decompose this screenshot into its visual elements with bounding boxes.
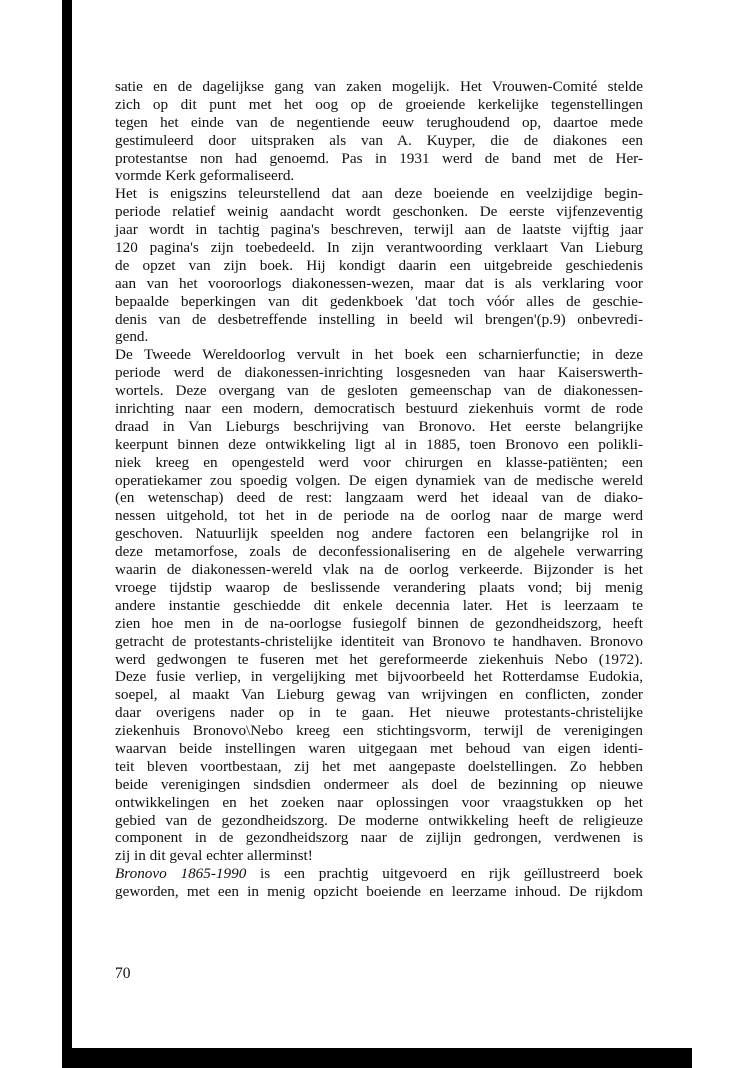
text-line: teit bleven voortbestaan, zij het met aangepaste doelstellingen. Zo hebben	[115, 757, 643, 775]
text-line: beide verenigingen sindsdien ondermeer als doel de bezinning op nieuwe	[115, 775, 643, 793]
text-line: nessen uitgehold, tot het in de periode na de oorlog naar de marge werd	[115, 507, 643, 525]
text-line: ontwikkelingen en het zoeken naar oplossingen voor vraagstukken op het	[115, 793, 643, 811]
scan-border-bottom	[62, 1048, 692, 1068]
text-line: werd gedwongen te fuseren met het gereformeerde ziekenhuis Nebo (1972).	[115, 650, 643, 668]
text-line: getracht de protestants-christelijke identiteit van Bronovo te handhaven. Bronovo	[115, 632, 643, 650]
scan-border-left	[62, 0, 72, 1068]
text-line: geworden, met een in menig opzicht boeiende en leerzame inhoud. De rijkdom	[115, 883, 643, 901]
text-line: zij in dit geval echter allerminst!	[115, 847, 313, 865]
text-line-rest: is een prachtig uitgevoerd en rijk geïllustreerd boek	[246, 865, 643, 883]
text-line: denis van de desbetreffende instelling in beeld wil brengen'(p.9) onbevredi-	[115, 310, 643, 328]
text-line: gebied van de gezondheidszorg. De moderne ontwikkeling heeft de religieuze	[115, 811, 643, 829]
text-line: Deze fusie verliep, in vergelijking met bijvoorbeeld het Rotterdamse Eudokia,	[115, 668, 643, 686]
text-line: protestantse non had genoemd. Pas in 1931 werd de band met de Her-	[115, 149, 643, 167]
text-line: keerpunt binnen deze ontwikkeling ligt al in 1885, toen Bronovo een polikli-	[115, 435, 643, 453]
text-line: draad in Van Lieburgs beschrijving van Bronovo. Het eerste belangrijke	[115, 417, 643, 435]
text-line: waarvan beide instellingen waren uitgegaan met behoud van eigen identi-	[115, 739, 643, 757]
text-line: 120 pagina's zijn toebedeeld. In zijn verantwoording verklaart Van Lieburg	[115, 239, 643, 257]
text-line: vormde Kerk geformaliseerd.	[115, 167, 295, 185]
text-line: bepaalde beperkingen van dit gedenkboek 'dat toch vóór alles de geschie-	[115, 292, 643, 310]
text-line: vroege tijdstip waarop de beslissende verandering plaats vond; bij menig	[115, 578, 643, 596]
text-line: aan van het vooroorlogs diakonessen-wezen, maar dat is als verklaring voor	[115, 274, 643, 292]
text-line: soepel, al maakt Van Lieburg gewag van wrijvingen en conflicten, zonder	[115, 686, 643, 704]
text-line: jaar wordt in tachtig pagina's beschreven, terwijl aan de laatste vijftig jaar	[115, 221, 643, 239]
text-line: tegen het einde van de negentiende eeuw terughoudend op, daartoe mede	[115, 113, 643, 131]
text-line	[115, 865, 643, 883]
page-body-text	[115, 78, 643, 901]
text-line: (en wetenschap) deed de rest: langzaam werd het ideaal van de diako-	[115, 489, 643, 507]
text-line: wortels. Deze overgang van de gesloten gemeenschap van de diakonessen-	[115, 382, 643, 400]
text-line: ziekenhuis Bronovo\Nebo kreeg een stichtingsvorm, terwijl de verenigingen	[115, 722, 643, 740]
text-line: zien hoe men in de na-oorlogse fusiegolf binnen de gezondheidszorg, heeft	[115, 614, 643, 632]
text-line: periode werd de diakonessen-inrichting losgesneden van haar Kaiserswerth-	[115, 364, 643, 382]
text-line: operatiekamer zou spoedig volgen. De eigen dynamiek van de medische wereld	[115, 471, 643, 489]
text-line: gestimuleerd door uitspraken als van A. Kuyper, die de diakones een	[115, 131, 643, 149]
text-line: deze metamorfose, zoals de deconfessionalisering en de algehele verwarring	[115, 543, 643, 561]
text-line: geschoven. Natuurlijk speelden nog andere factoren een belangrijke rol in	[115, 525, 643, 543]
text-line: periode relatief weinig aandacht wordt geschonken. De eerste vijfenzeventig	[115, 203, 643, 221]
text-line: inrichting naar een modern, democratisch bestuurd ziekenhuis vormt de rode	[115, 400, 643, 418]
text-line: component in de gezondheidszorg naar de zijlijn gedrongen, verdwenen is	[115, 829, 643, 847]
text-line: gend.	[115, 328, 149, 346]
page-number: 70	[115, 965, 131, 982]
text-line: zich op dit punt met het oog op de groeiende kerkelijke tegenstellingen	[115, 95, 643, 113]
text-line: de opzet van zijn boek. Hij kondigt daarin een uitgebreide geschiedenis	[115, 256, 643, 274]
text-line: satie en de dagelijkse gang van zaken mogelijk. Het Vrouwen-Comité stelde	[115, 78, 643, 95]
text-line: daar overigens nader op in te gaan. Het nieuwe protestants-christelijke	[115, 704, 643, 722]
text-line: De Tweede Wereldoorlog vervult in het boek een scharnierfunctie; in deze	[115, 346, 643, 364]
text-line: Het is enigszins teleurstellend dat aan deze boeiende en veelzijdige begin-	[115, 185, 643, 203]
text-line: niek kreeg en opengesteld werd voor chirurgen en klasse-patiënten; een	[115, 453, 643, 471]
book-title-italic: Bronovo 1865-1990	[115, 865, 247, 883]
text-line: andere instantie geschiedde dit enkele decennia later. Het is leerzaam te	[115, 596, 643, 614]
text-line: waarin de diakonessen-wereld vlak na de oorlog verkeerde. Bijzonder is het	[115, 561, 643, 579]
